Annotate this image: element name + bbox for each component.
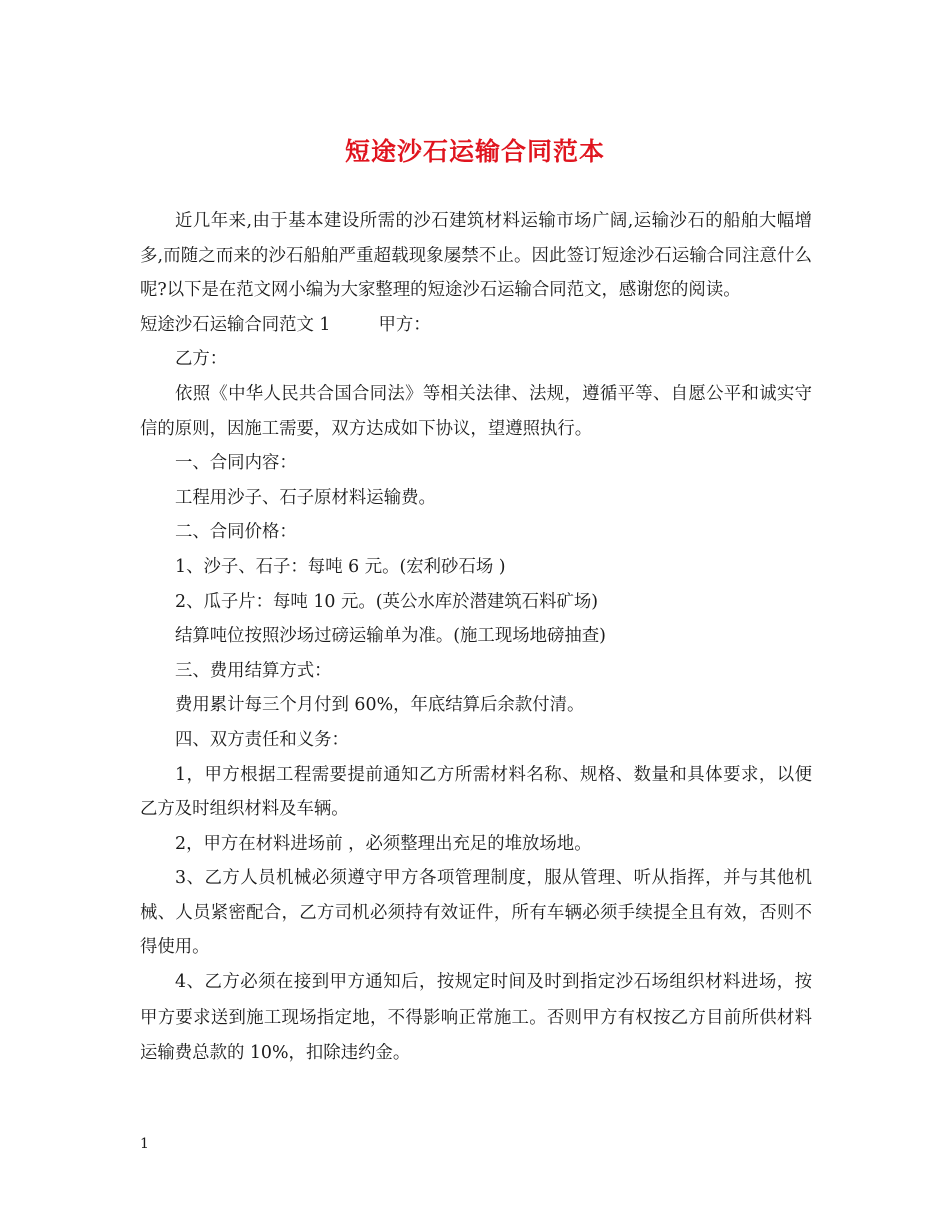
intro-paragraph: 近几年来,由于基本建设所需的沙石建筑材料运输市场广阔,运输沙石的船舶大幅增多,而随之而来的沙石船舶严重超载现象屡禁不止。因此签订短途沙石运输合同注意什么呢?以下是在范文网小编为大家整理的短途沙石运输合同范文，感谢您的阅读。 bbox=[140, 211, 812, 301]
party-b-label: 乙方： bbox=[175, 349, 228, 370]
sample-heading: 短途沙石运输合同范文 1 bbox=[140, 314, 331, 335]
section3-text: 费用累计每三个月付到 60%，年底结算后余款付清。 bbox=[175, 695, 585, 716]
document-body bbox=[140, 204, 812, 1072]
section3-heading: 三、费用结算方式： bbox=[175, 660, 332, 681]
party-a-label: 甲方： bbox=[378, 314, 431, 335]
price-note: 结算吨位按照沙场过磅运输单为准。(施工现场地磅抽查) bbox=[175, 626, 606, 647]
section2-heading: 二、合同价格： bbox=[175, 522, 297, 543]
document-title: 短途沙石运输合同范本 bbox=[344, 137, 605, 166]
section4-heading: 四、双方责任和义务： bbox=[175, 729, 349, 750]
sample-heading-line bbox=[140, 308, 812, 343]
section1-text: 工程用沙子、石子原材料运输费。 bbox=[175, 487, 436, 508]
duty-4: 4、乙方必须在接到甲方通知后，按规定时间及时到指定沙石场组织材料进场，按甲方要求送到施工现场指定地，不得影响正常施工。否则甲方有权按乙方目前所供材料运输费总款的 10%，扣除违约金。 bbox=[140, 972, 812, 1064]
price-item-2: 2、瓜子片：每吨 10 元。(英公水库於潜建筑石料矿场) bbox=[175, 591, 599, 612]
duty-3: 3、乙方人员机械必须遵守甲方各项管理制度，服从管理、听从指挥，并与其他机械、人员紧密配合，乙方司机必须持有效证件，所有车辆必须手续提全且有效，否则不得使用。 bbox=[140, 868, 812, 958]
page-number: 1 bbox=[140, 1136, 149, 1152]
section1-heading: 一、合同内容： bbox=[175, 453, 297, 474]
duty-1: 1，甲方根据工程需要提前通知乙方所需材料名称、规格、数量和具体要求，以便乙方及时组织材料及车辆。 bbox=[140, 764, 812, 820]
price-item-1: 1、沙子、石子：每吨 6 元。(宏利砂石场 ) bbox=[175, 556, 506, 577]
preamble-paragraph: 依照《中华人民共合国合同法》等相关法律、法规，遵循平等、自愿公平和诚实守信的原则，因施工需要，双方达成如下协议，望遵照执行。 bbox=[140, 383, 812, 439]
duty-2: 2，甲方在材料进场前 ，必须整理出充足的堆放场地。 bbox=[175, 833, 592, 854]
